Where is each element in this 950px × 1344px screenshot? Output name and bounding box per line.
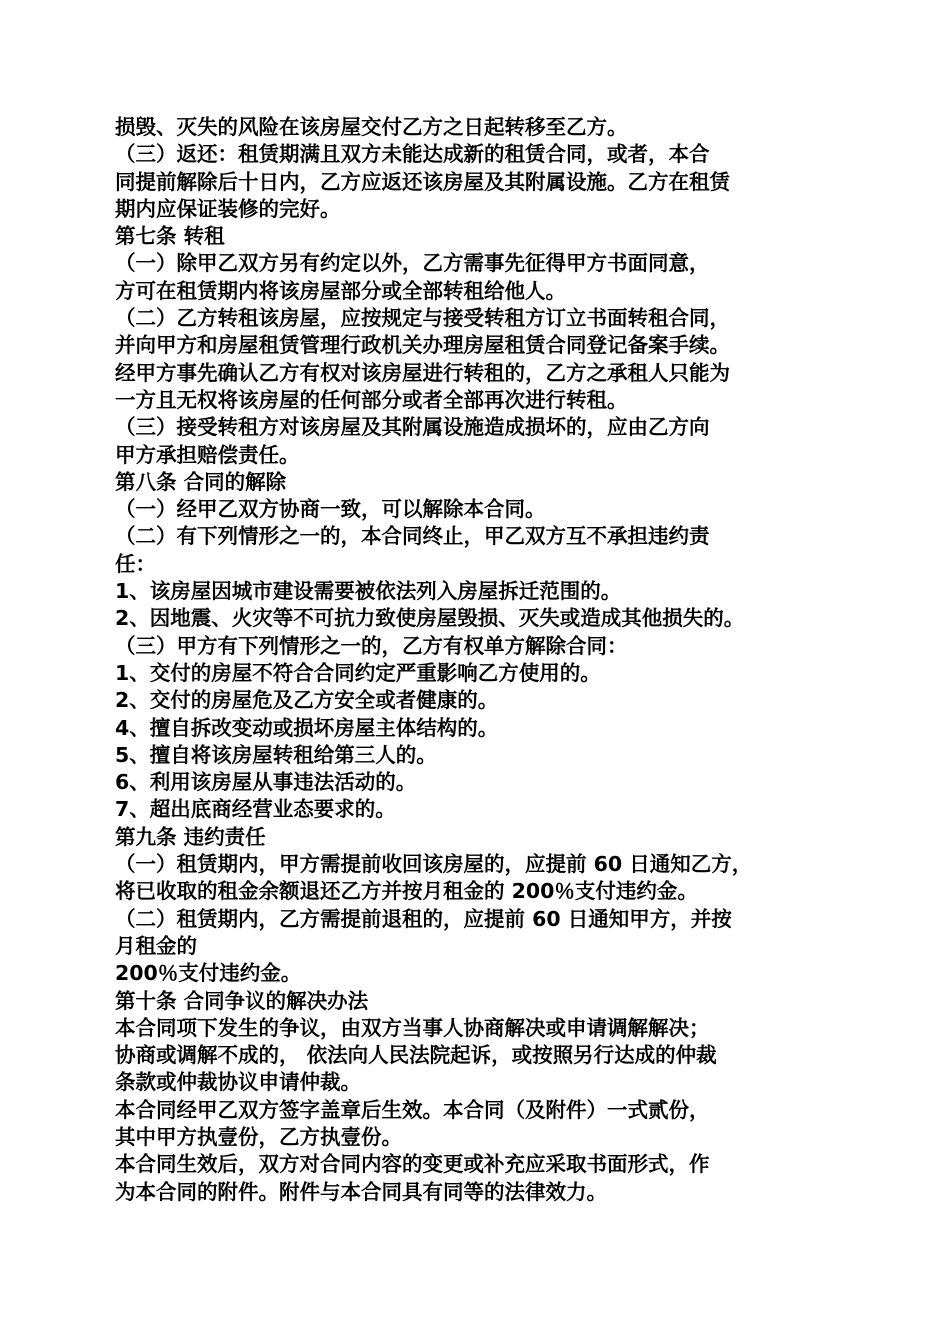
text-line: 方可在租赁期内将该房屋部分或全部转租给他人。: [115, 278, 566, 303]
section-heading: 第七条 转租: [115, 224, 225, 249]
text-line: 其中甲方执壹份，乙方执壹份。: [115, 1124, 402, 1149]
list-item: 2、交付的房屋危及乙方安全或者健康的。: [115, 688, 499, 713]
text-line: 为本合同的附件。附件与本合同具有同等的法律效力。: [115, 1179, 607, 1204]
list-item: 1、该房屋因城市建设需要被依法列入房屋拆迁范围的。: [115, 579, 622, 604]
text-line: 期内应保证装修的完好。: [115, 196, 341, 221]
text-line: 本合同生效后，双方对合同内容的变更或补充应采取书面形式，作: [115, 1152, 710, 1177]
text-line: （二）租赁期内，乙方需提前退租的，应提前 60 日通知甲方，并按: [115, 906, 732, 931]
section-heading: 第八条 合同的解除: [115, 469, 287, 494]
text-line: 本合同经甲乙双方签字盖章后生效。本合同（及附件）一式贰份，: [115, 1097, 710, 1122]
text-line: （一）除甲乙双方另有约定以外，乙方需事先征得甲方书面同意，: [115, 251, 710, 276]
text-line: 协商或调解不成的， 依法向人民法院起诉，或按照另行达成的仲裁: [115, 1043, 717, 1068]
text-line: 一方且无权将该房屋的任何部分或者全部再次进行转租。: [115, 387, 628, 412]
contract-text: [115, 114, 845, 1206]
list-item: 1、交付的房屋不符合合同约定严重影响乙方使用的。: [115, 660, 601, 685]
text-line: （三）接受转租方对该房屋及其附属设施造成损坏的，应由乙方向: [115, 415, 710, 440]
text-line: （三）返还：租赁期满且双方未能达成新的租赁合同，或者，本合: [115, 142, 710, 167]
text-line: （二）乙方转租该房屋，应按规定与接受转租方订立书面转租合同，: [115, 306, 730, 331]
text-line: 月租金的: [115, 933, 197, 958]
text-line: 经甲方事先确认乙方有权对该房屋进行转租的，乙方之承租人只能为: [115, 360, 730, 385]
text-line: 条款或仲裁协议申请仲裁。: [115, 1070, 361, 1095]
text-line: （二）有下列情形之一的，本合同终止，甲乙双方互不承担违约责: [115, 524, 710, 549]
list-item: 2、因地震、火灾等不可抗力致使房屋毁损、灭失或造成其他损失的。: [115, 606, 745, 631]
list-item: 7、超出底商经营业态要求的。: [115, 797, 396, 822]
text-line: 将已收取的租金余额退还乙方并按月租金的 200％支付违约金。: [115, 879, 698, 904]
text-line: （一）经甲乙双方协商一致，可以解除本合同。: [115, 497, 546, 522]
list-item: 5、擅自将该房屋转租给第三人的。: [115, 742, 437, 767]
text-line: 任：: [115, 551, 156, 576]
section-heading: 第九条 违约责任: [115, 824, 266, 849]
text-line: 甲方承担赔偿责任。: [115, 442, 300, 467]
text-line: （一）租赁期内，甲方需提前收回该房屋的，应提前 60 日通知乙方，: [115, 852, 753, 877]
list-item: 6、利用该房屋从事违法活动的。: [115, 770, 417, 795]
text-line: 本合同项下发生的争议，由双方当事人协商解决或申请调解解决；: [115, 1015, 710, 1040]
text-line: 损毁、灭失的风险在该房屋交付乙方之日起转移至乙方。: [115, 115, 628, 139]
text-line: 同提前解除后十日内，乙方应返还该房屋及其附属设施。乙方在租赁: [115, 169, 730, 194]
text-line: （三）甲方有下列情形之一的，乙方有权单方解除合同：: [115, 633, 628, 658]
text-line: 并向甲方和房屋租赁管理行政机关办理房屋租赁合同登记备案手续。: [115, 333, 730, 358]
list-item: 4、擅自拆改变动或损坏房屋主体结构的。: [115, 715, 499, 740]
text-line: 200％支付违约金。: [115, 961, 302, 986]
section-heading: 第十条 合同争议的解决办法: [115, 988, 369, 1013]
